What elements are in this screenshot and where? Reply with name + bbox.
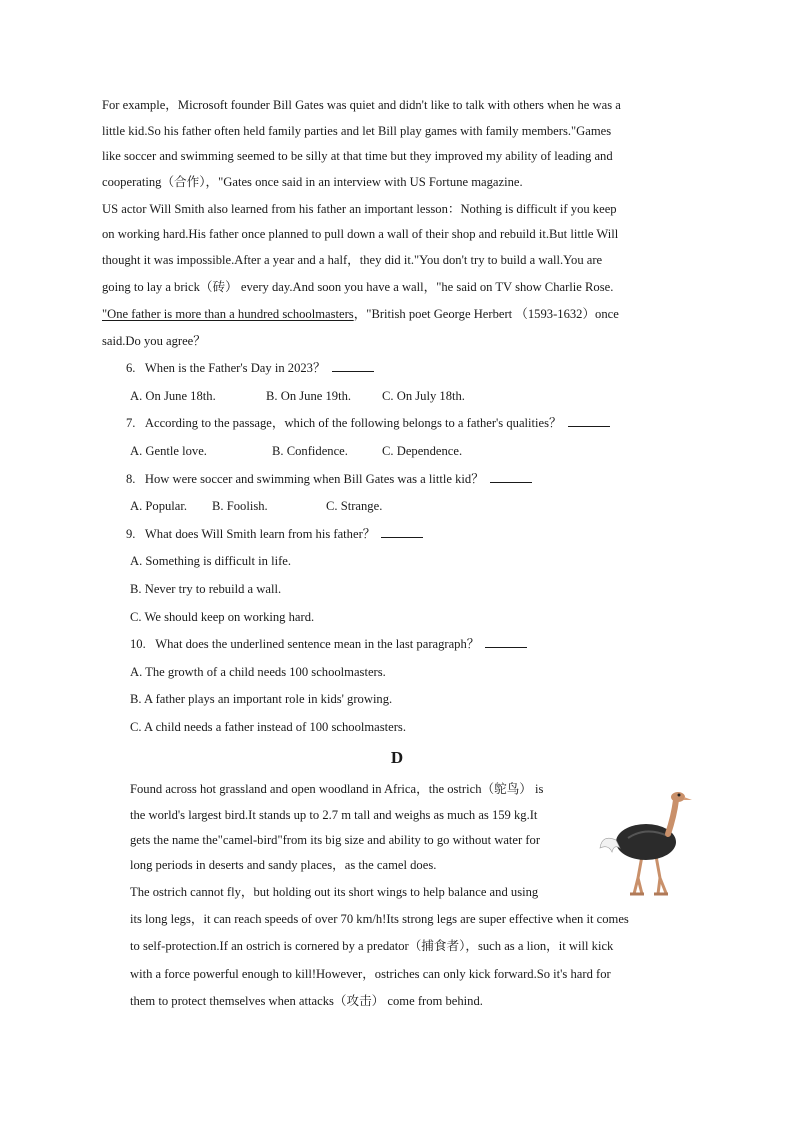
underlined-sentence: "One father is more than a hundred schoolmasters [102, 307, 354, 321]
passage-line: US actor Will Smith also learned from his father an important lesson：Nothing is difficult if you keep [102, 202, 617, 216]
passage-line: long periods in deserts and sandy places，as the camel does. [130, 858, 437, 872]
question-text: According to the passage，which of the following belongs to a father's qualities？ [144, 416, 562, 430]
question-text: What does the underlined sentence mean in the last paragraph？ [155, 637, 480, 651]
question-9 [126, 526, 423, 542]
passage-line: cooperating（合作），"Gates once said in an interview with US Fortune magazine. [102, 175, 523, 189]
option-6c[interactable]: C. On July 18th. [382, 389, 465, 403]
question-number: 6. [126, 361, 136, 375]
option-6b[interactable]: B. On June 19th. [266, 389, 352, 403]
quote-attribution: ，"British poet George Herbert （1593-1632）once [353, 307, 619, 321]
option-9b[interactable]: B. Never try to rebuild a wall. [130, 582, 282, 596]
passage-line: with a force powerful enough to kill!However，ostriches can only kick forward.So it's hard for [130, 967, 611, 981]
passage-line: to self-protection.If an ostrich is cornered by a predator（捕食者），such as a lion，it will kick [130, 939, 614, 953]
question-number: 7. [126, 416, 136, 430]
passage-line: like soccer and swimming seemed to be silly at that time but they improved my ability of leading and [102, 149, 613, 163]
option-8b[interactable]: B. Foolish. [212, 499, 268, 513]
passage-line: The ostrich cannot fly，but holding out its short wings to help balance and using [130, 885, 539, 899]
passage-line: For example，Microsoft founder Bill Gates was quiet and didn't like to talk with others when he was a [102, 98, 621, 112]
question-text: What does Will Smith learn from his father？ [144, 527, 376, 541]
ostrich-leg-left [634, 856, 642, 894]
question-number: 8. [126, 472, 136, 486]
question-8 [126, 471, 532, 487]
option-7a[interactable]: A. Gentle love. [130, 444, 207, 458]
ostrich-leg-right [656, 856, 666, 894]
answer-blank[interactable] [490, 471, 532, 483]
ostrich-neck [668, 800, 676, 834]
ostrich-beak [684, 797, 692, 800]
question-text: How were soccer and swimming when Bill Gates was a little kid？ [144, 472, 484, 486]
option-9a[interactable]: A. Something is difficult in life. [130, 554, 292, 568]
passage-line: little kid.So his father often held family parties and let Bill play games with family members."Games [102, 124, 612, 138]
answer-blank[interactable] [332, 360, 374, 372]
question-7 [126, 415, 610, 431]
passage-line: Found across hot grassland and open woodland in Africa，the ostrich（鸵鸟） is [130, 782, 544, 796]
passage-line: going to lay a brick（砖） every day.And soon you have a wall，"he said on TV show Charlie Rose. [102, 280, 614, 294]
question-text: When is the Father's Day in 2023？ [144, 361, 326, 375]
passage-line: gets the name the"camel-bird"from its big size and ability to go without water for [130, 833, 541, 847]
question-10 [130, 636, 527, 652]
option-8a[interactable]: A. Popular. [130, 499, 188, 513]
passage-line: said.Do you agree？ [102, 334, 206, 348]
option-10a[interactable]: A. The growth of a child needs 100 schoolmasters. [130, 665, 386, 679]
passage-line: its long legs，it can reach speeds of over 70 km/h!Its strong legs are super effective when it comes [130, 912, 629, 926]
question-number: 10. [130, 637, 146, 651]
answer-blank[interactable] [485, 636, 527, 648]
option-8c[interactable]: C. Strange. [326, 499, 383, 513]
option-7b[interactable]: B. Confidence. [272, 444, 348, 458]
option-10c[interactable]: C. A child needs a father instead of 100 schoolmasters. [130, 720, 406, 734]
passage-line-quote [102, 306, 619, 322]
option-10b[interactable]: B. A father plays an important role in kids' growing. [130, 692, 393, 706]
passage-line: thought it was impossible.After a year and a half，they did it."You don't try to build a wall.You are [102, 253, 603, 267]
section-heading: D [390, 748, 404, 767]
option-9c[interactable]: C. We should keep on working hard. [130, 610, 315, 624]
ostrich-head [671, 792, 685, 802]
option-7c[interactable]: C. Dependence. [382, 444, 463, 458]
answer-blank[interactable] [568, 415, 610, 427]
passage-line: on working hard.His father once planned to pull down a wall of their shop and rebuild it.But little Will [102, 227, 619, 241]
ostrich-eye [678, 794, 681, 797]
ostrich-illustration [598, 786, 694, 898]
question-6 [126, 360, 374, 376]
passage-line: them to protect themselves when attacks（攻击） come from behind. [130, 994, 483, 1008]
option-6a[interactable]: A. On June 18th. [130, 389, 216, 403]
question-number: 9. [126, 527, 136, 541]
answer-blank[interactable] [381, 526, 423, 538]
passage-line: the world's largest bird.It stands up to 2.7 m tall and weighs as much as 159 kg.It [130, 808, 538, 822]
